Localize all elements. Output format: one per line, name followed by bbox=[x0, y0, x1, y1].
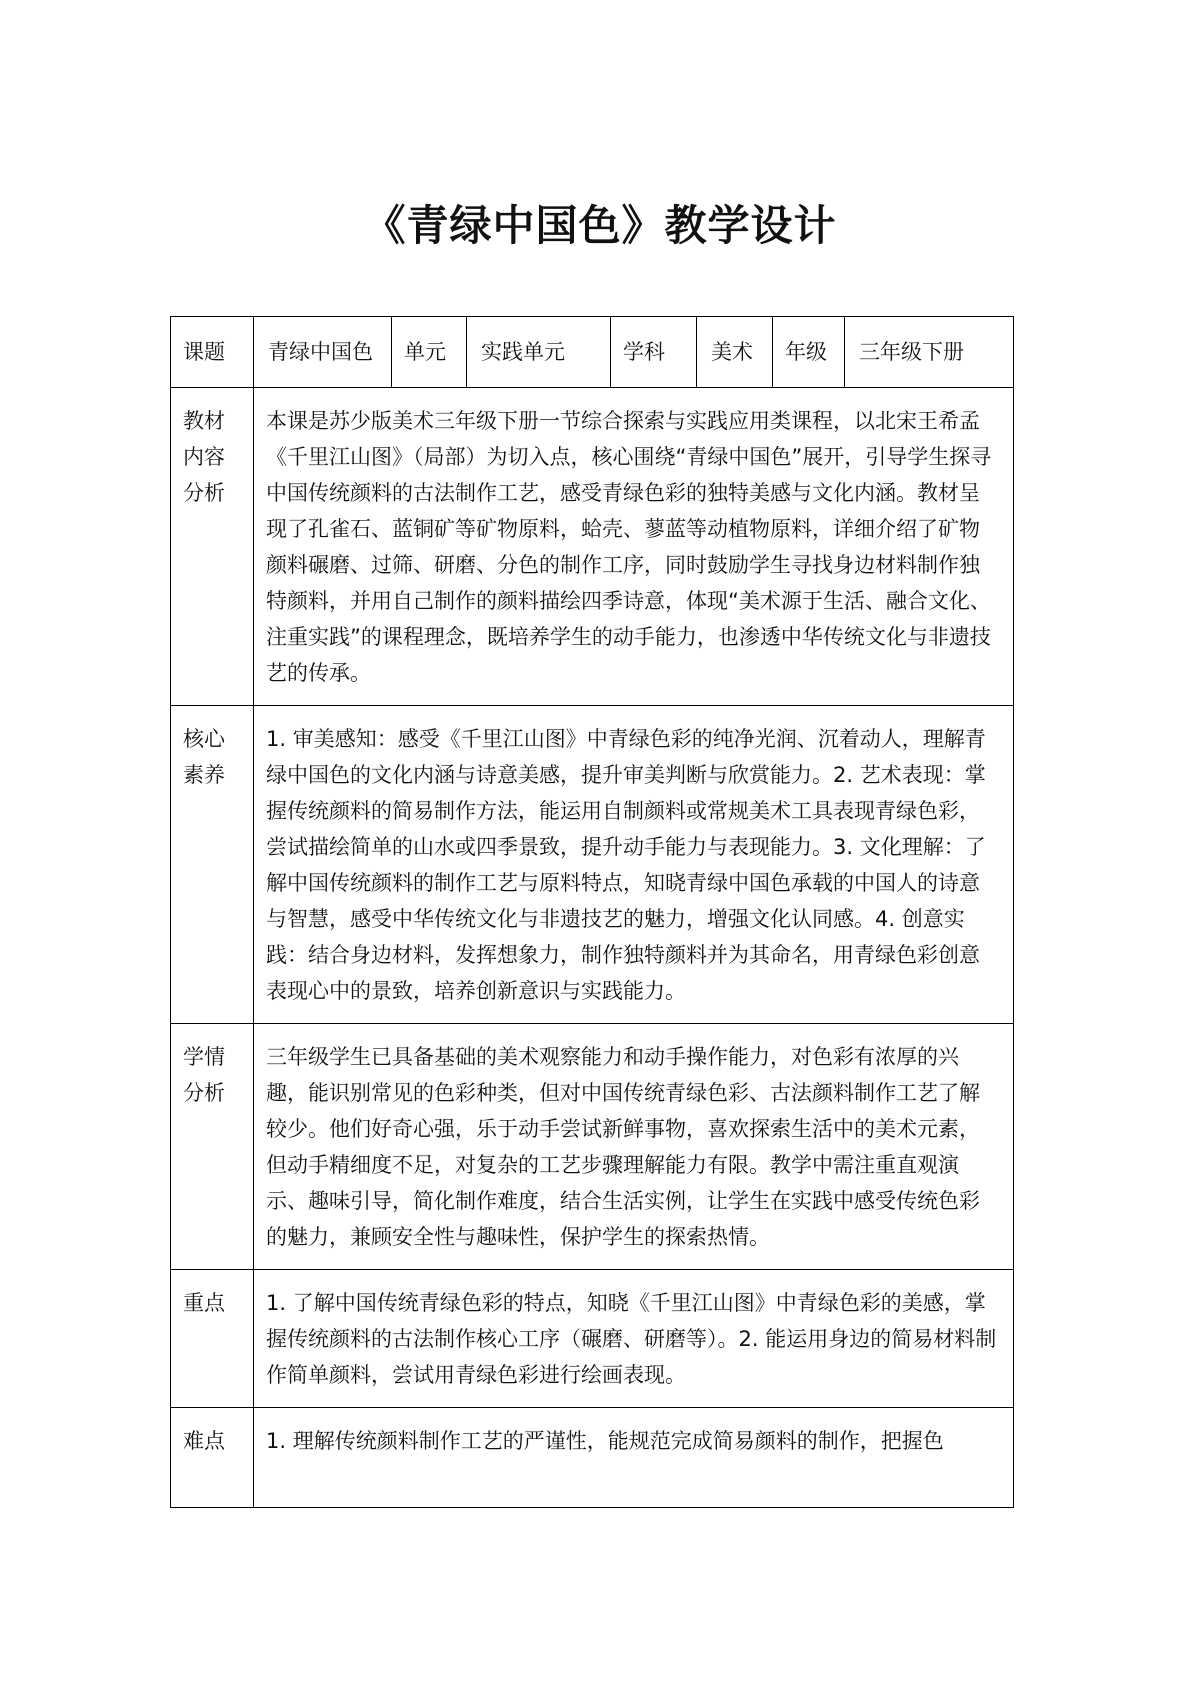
label-line: 核心 bbox=[183, 727, 225, 751]
table-row-core-competency bbox=[171, 706, 1014, 1024]
table-row-material-analysis bbox=[171, 388, 1014, 706]
label-line: 教材 bbox=[183, 409, 225, 433]
label-line: 素养 bbox=[183, 763, 225, 787]
material-analysis-text: 本课是苏少版美术三年级下册一节综合探索与实践应用类课程，以北宋王希孟《千里江山图》（局部）为切入点，核心围绕“青绿中国色”展开，引导学生探寻中国传统颜料的古法制作工艺，感受青绿色彩的独特美感与文化内涵。教材呈现了孔雀石、蓝铜矿等矿物原料，蛤壳、蓼蓝等动植物原料，详细介绍了矿物颜料碾磨、过筛、研磨、分色的制作工序，同时鼓励学生寻找身边材料制作独特颜料，并用自己制作的颜料描绘四季诗意，体现“美术源于生活、融合文化、注重实践”的课程理念，既培养学生的动手能力，也渗透中华传统文化与非遗技艺的传承。 bbox=[254, 388, 1014, 706]
subject-label: 学科 bbox=[611, 317, 697, 388]
topic-label: 课题 bbox=[171, 317, 254, 388]
label-line: 难点 bbox=[183, 1429, 225, 1453]
student-analysis-text: 三年级学生已具备基础的美术观察能力和动手操作能力，对色彩有浓厚的兴趣，能识别常见的色彩种类，但对中国传统青绿色彩、古法颜料制作工艺了解较少。他们好奇心强，乐于动手尝试新鲜事物，喜欢探索生活中的美术元素，但动手精细度不足，对复杂的工艺步骤理解能力有限。教学中需注重直观演示、趣味引导，简化制作难度，结合生活实例，让学生在实践中感受传统色彩的魅力，兼顾安全性与趣味性，保护学生的探索热情。 bbox=[254, 1024, 1014, 1270]
label-line: 分析 bbox=[183, 1081, 225, 1105]
key-points-text: 1. 了解中国传统青绿色彩的特点，知晓《千里江山图》中青绿色彩的美感，掌握传统颜料的古法制作核心工序（碾磨、研磨等）。2. 能运用身边的简易材料制作简单颜料，尝试用青绿色彩进行绘画表现。 bbox=[254, 1270, 1014, 1408]
grade-value: 三年级下册 bbox=[845, 317, 1014, 388]
topic-value: 青绿中国色 bbox=[254, 317, 392, 388]
unit-label: 单元 bbox=[392, 317, 467, 388]
page-title: 《青绿中国色》教学设计 bbox=[363, 201, 837, 250]
key-points-label bbox=[171, 1270, 254, 1408]
lesson-plan-table bbox=[170, 316, 1014, 1508]
core-competency-text: 1. 审美感知：感受《千里江山图》中青绿色彩的纯净光润、沉着动人，理解青绿中国色的文化内涵与诗意美感，提升审美判断与欣赏能力。2. 艺术表现：掌握传统颜料的简易制作方法，能运用自制颜料或常规美术工具表现青绿色彩，尝试描绘简单的山水或四季景致，提升动手能力与表现能力。3. 文化理解：了解中国传统颜料的制作工艺与原料特点，知晓青绿中国色承载的中国人的诗意与智慧，感受中华传统文化与非遗技艺的魅力，增强文化认同感。4. 创意实践：结合身边材料，发挥想象力，制作独特颜料并为其命名，用青绿色彩创意表现心中的景致，培养创新意识与实践能力。 bbox=[254, 706, 1014, 1024]
material-analysis-label bbox=[171, 388, 254, 706]
label-line: 学情 bbox=[183, 1045, 225, 1069]
table-row-difficulties bbox=[171, 1408, 1014, 1508]
label-line: 内容 bbox=[183, 445, 225, 469]
table-row-key-points bbox=[171, 1270, 1014, 1408]
subject-value: 美术 bbox=[697, 317, 773, 388]
difficulties-text: 1. 理解传统颜料制作工艺的严谨性，能规范完成简易颜料的制作，把握色 bbox=[254, 1408, 1014, 1508]
table-row-student-analysis bbox=[171, 1024, 1014, 1270]
student-analysis-label bbox=[171, 1024, 254, 1270]
grade-label: 年级 bbox=[773, 317, 845, 388]
label-line: 分析 bbox=[183, 481, 225, 505]
unit-value: 实践单元 bbox=[467, 317, 611, 388]
table-row-header bbox=[171, 317, 1014, 388]
difficulties-label bbox=[171, 1408, 254, 1508]
label-line: 重点 bbox=[183, 1291, 225, 1315]
core-competency-label bbox=[171, 706, 254, 1024]
